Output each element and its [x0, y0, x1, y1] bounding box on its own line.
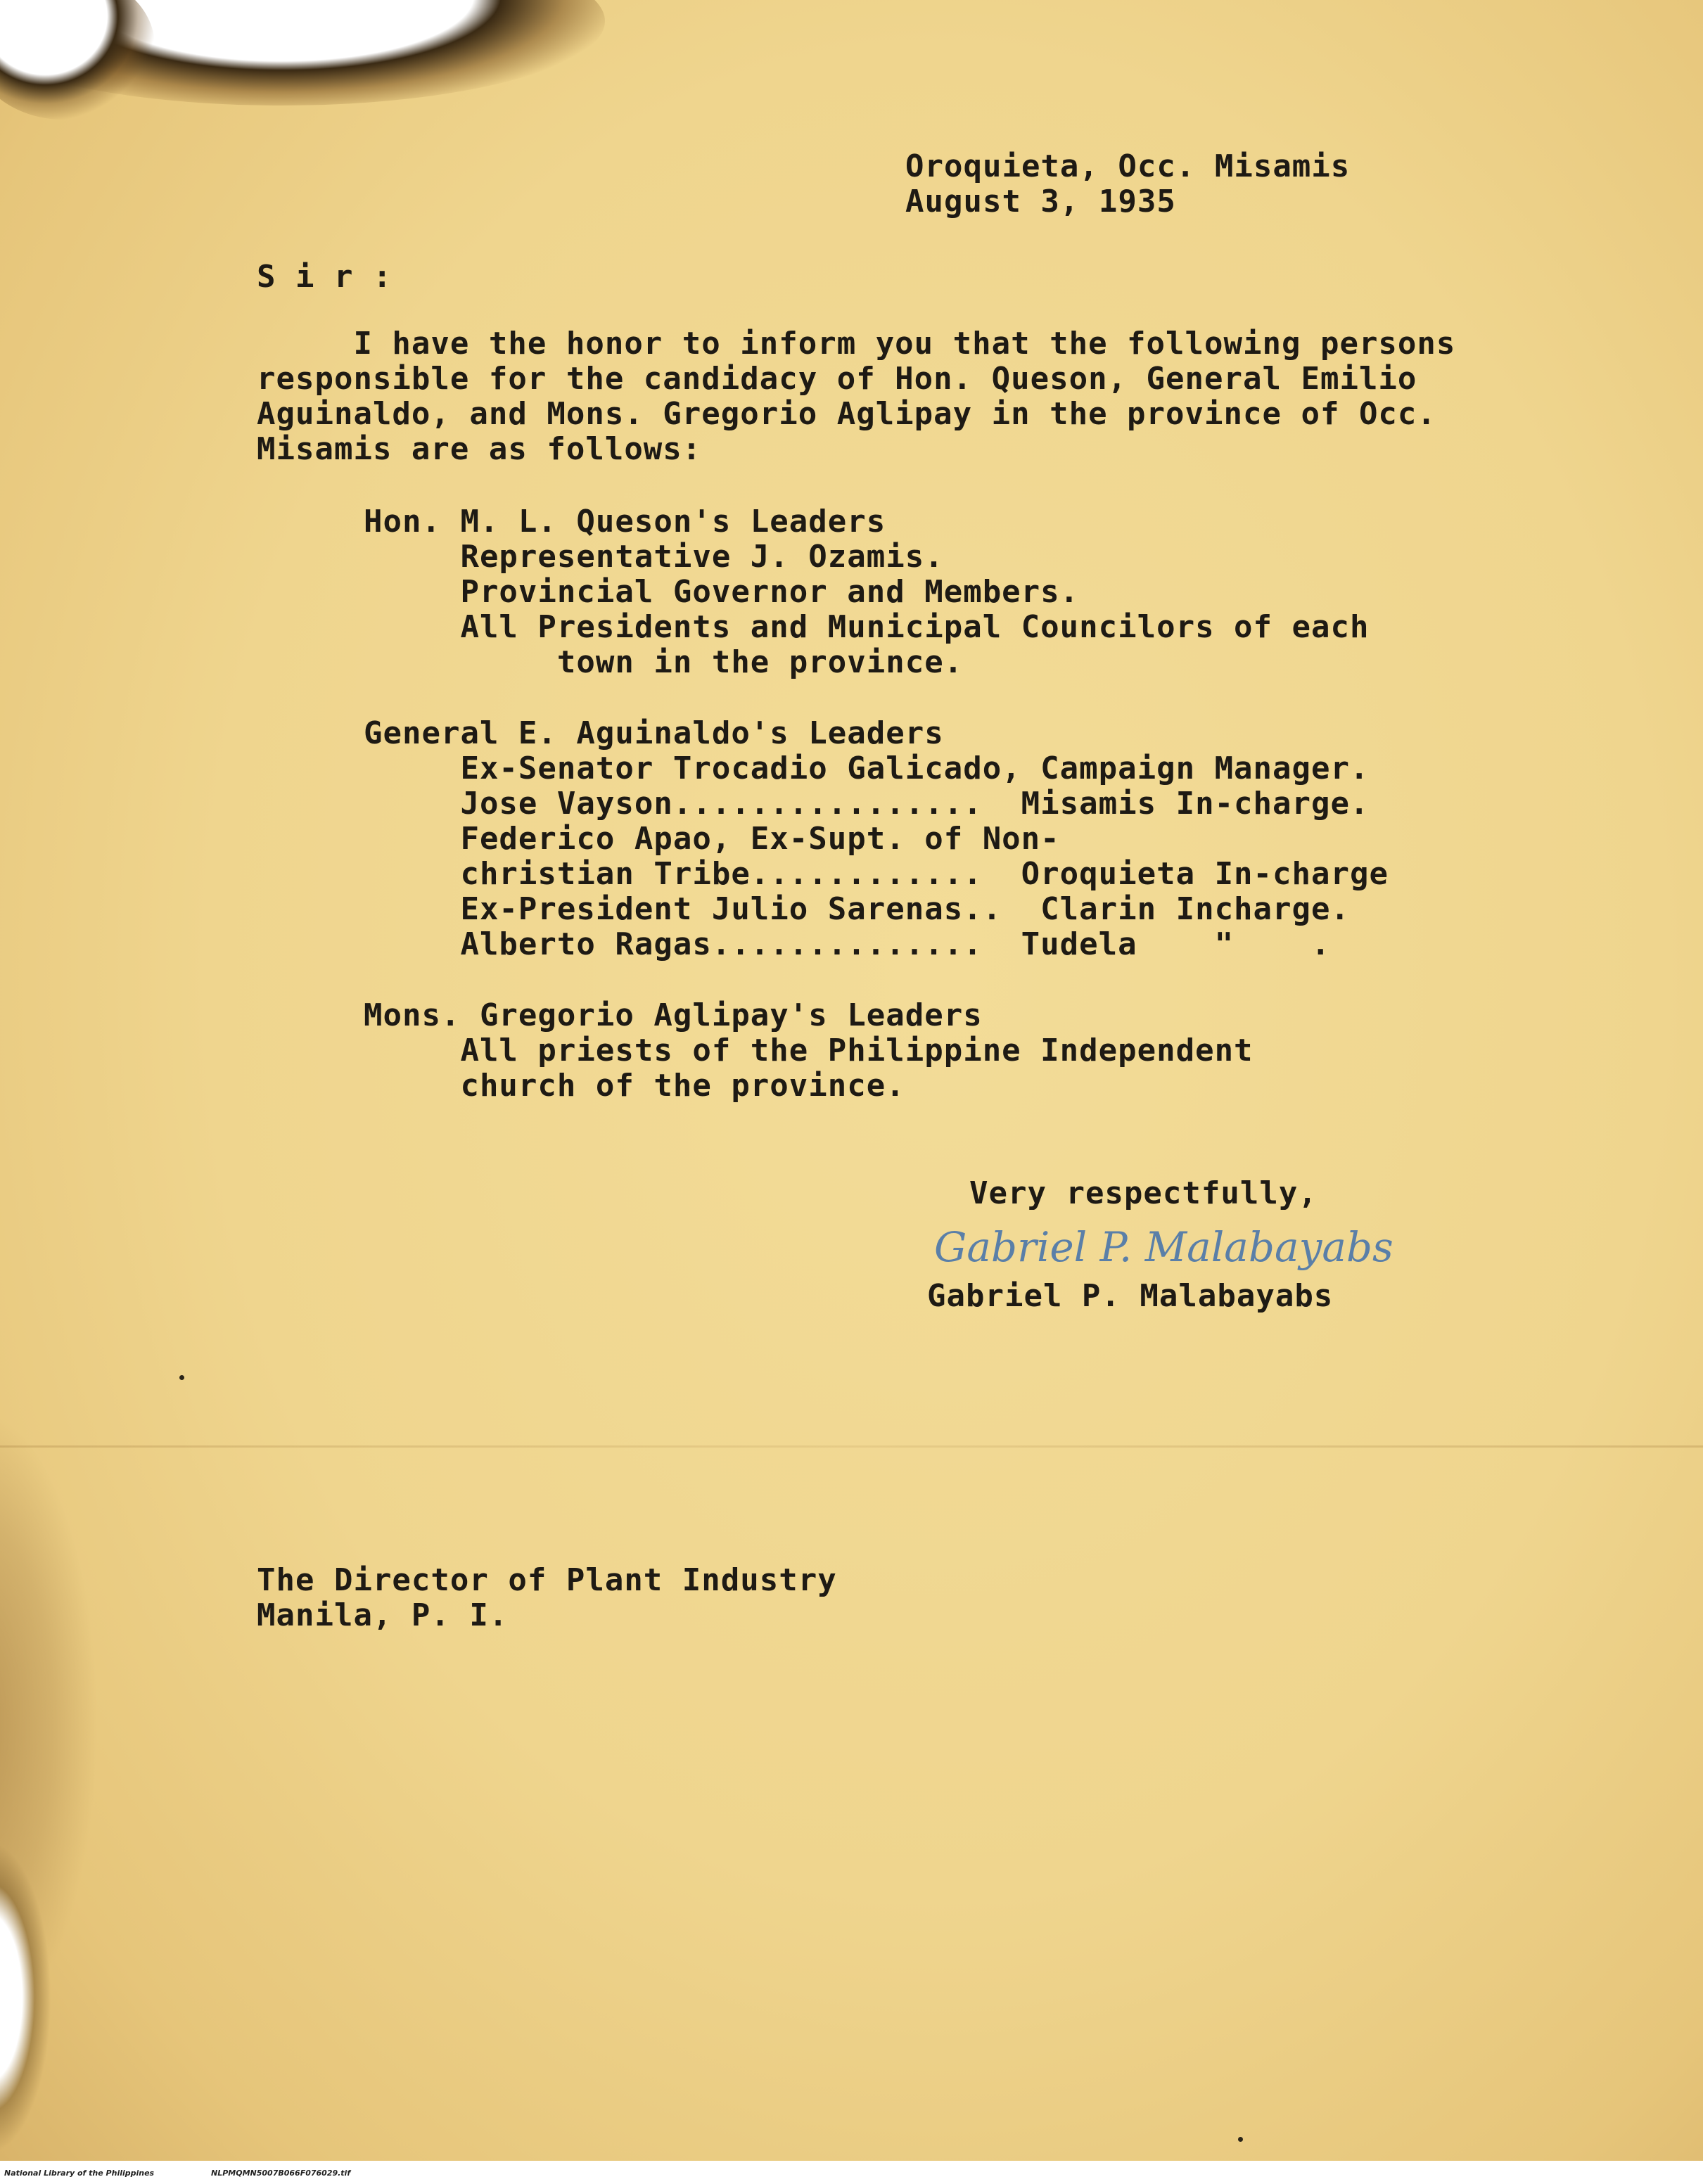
- footer-file-id: NLPMQMN5007B066F076029.tif: [211, 2169, 351, 2178]
- list-item: Representative J. Ozamis.: [364, 539, 944, 575]
- paper-fold-line: [0, 1445, 1703, 1448]
- ink-speck: [179, 1375, 184, 1380]
- section-heading: Hon. M. L. Queson's Leaders: [364, 504, 886, 539]
- recipient-line: The Director of Plant Industry: [257, 1562, 837, 1598]
- list-item: All Presidents and Municipal Councilors of each: [364, 609, 1370, 645]
- list-item: Alberto Ragas.............. Tudela " .: [364, 926, 1331, 962]
- ink-speck: [1238, 2137, 1243, 2142]
- salutation: S i r :: [257, 259, 393, 295]
- list-item: Ex-Senator Trocadio Galicado, Campaign Manager.: [364, 751, 1370, 786]
- list-item: Ex-President Julio Sarenas.. Clarin Incharge.: [364, 891, 1351, 927]
- intro-line: responsible for the candidacy of Hon. Queson, General Emilio: [257, 361, 1417, 397]
- scan-footer: [0, 2161, 1703, 2184]
- intro-line: Aguinaldo, and Mons. Gregorio Aglipay in the province of Occ.: [257, 396, 1436, 432]
- burn-mark-top-left: [0, 0, 155, 120]
- footer-institution: National Library of the Philippines: [4, 2169, 155, 2178]
- signature-text: Gabriel P. Malabayabs: [934, 1223, 1393, 1271]
- signer-name: Gabriel P. Malabayabs: [927, 1278, 1334, 1314]
- list-item: town in the province.: [364, 644, 964, 680]
- intro-line: I have the honor to inform you that the following persons: [257, 326, 1456, 362]
- section-heading: General E. Aguinaldo's Leaders: [364, 715, 944, 751]
- handwritten-signature: [929, 1220, 1435, 1280]
- letter-date: August 3, 1935: [905, 184, 1176, 219]
- list-item: Jose Vayson................ Misamis In-charge.: [364, 786, 1370, 822]
- list-item: Federico Apao, Ex-Supt. of Non-: [364, 821, 1060, 857]
- list-item: Provincial Governor and Members.: [364, 574, 1080, 610]
- list-item: church of the province.: [364, 1068, 905, 1104]
- closing: Very respectfully,: [969, 1175, 1318, 1211]
- recipient-line: Manila, P. I.: [257, 1597, 509, 1633]
- list-item: christian Tribe............ Oroquieta In-charge: [364, 856, 1389, 892]
- intro-line: Misamis are as follows:: [257, 431, 702, 467]
- letter-place: Oroquieta, Occ. Misamis: [905, 148, 1351, 184]
- section-heading: Mons. Gregorio Aglipay's Leaders: [364, 997, 983, 1033]
- list-item: All priests of the Philippine Independent: [364, 1033, 1254, 1068]
